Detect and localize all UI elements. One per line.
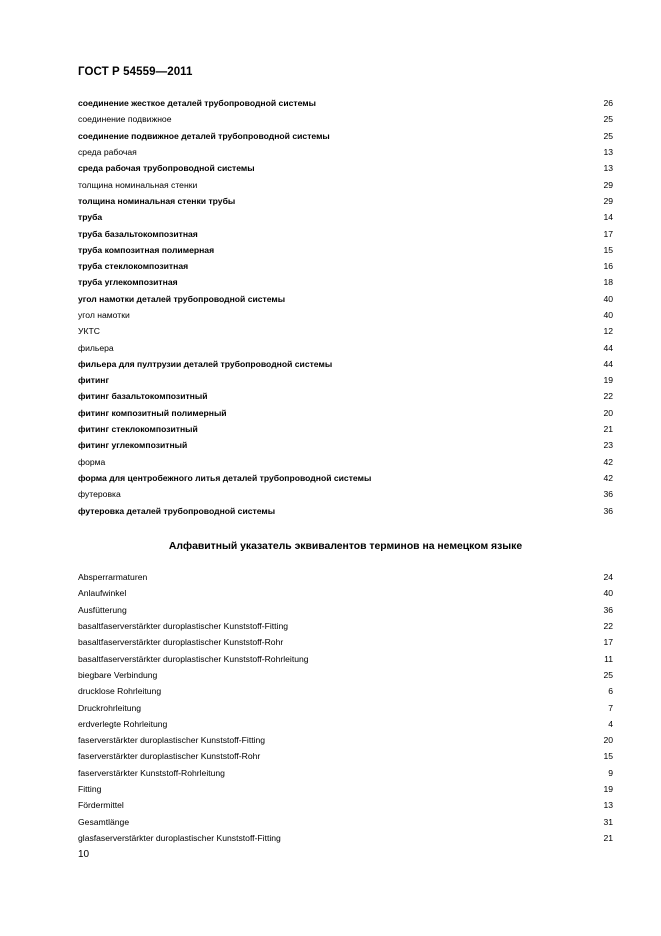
index-entry: [78, 716, 613, 732]
document-code: ГОСТ Р 54559—2011: [78, 66, 193, 78]
index-entry: [78, 176, 613, 192]
index-page-ref: 23: [603, 440, 613, 451]
index-term: basaltfaserverstärkter duroplastischer Kunststoff-Rohrleitung: [78, 653, 309, 664]
index-page-ref: 22: [603, 621, 613, 632]
index-page-ref: 40: [603, 310, 613, 320]
index-term: Gesamtlänge: [78, 816, 130, 827]
index-page-ref: 44: [603, 342, 613, 353]
index-term: толщина номинальная стенки трубы: [78, 195, 236, 206]
index-entry: [78, 128, 613, 144]
index-term: фильера: [78, 342, 114, 353]
index-page-ref: 13: [603, 163, 613, 174]
index-entry: [78, 258, 613, 274]
index-entry: [78, 405, 613, 421]
index-page-ref: 7: [608, 702, 613, 713]
index-page-ref: 13: [603, 147, 613, 158]
index-entry: [78, 797, 613, 813]
page-number: 10: [78, 849, 90, 860]
index-term: фитинг композитный полимерный: [78, 407, 227, 418]
index-term: форма: [78, 456, 106, 467]
index-entry: [78, 699, 613, 715]
index-entry: [78, 372, 613, 388]
index-term: фитинг базальтокомпозитный: [78, 391, 208, 402]
index-page-ref: 17: [603, 228, 613, 239]
index-term: Fördermittel: [78, 800, 124, 811]
index-entry: [78, 437, 613, 453]
index-page-ref: 25: [603, 130, 613, 141]
index-page-ref: 24: [603, 572, 613, 583]
index-page-ref: 25: [603, 114, 613, 125]
index-page-ref: 18: [603, 277, 613, 288]
index-page-ref: 11: [604, 653, 613, 664]
index-entry: [78, 813, 613, 829]
index-term: фитинг углекомпозитный: [78, 440, 188, 451]
index-entry: [78, 291, 613, 307]
index-term: труба стеклокомпозитная: [78, 261, 189, 272]
index-entry: [78, 650, 613, 666]
index-entry: [78, 274, 613, 290]
index-page-ref: 4: [608, 718, 613, 729]
index-entry: [78, 765, 613, 781]
index-entry: [78, 160, 613, 176]
index-term: glasfaserverstärkter duroplastischer Kunststoff-Fitting: [78, 832, 281, 843]
index-entry: [78, 569, 613, 585]
index-page-ref: 40: [603, 588, 613, 599]
index-entry: [78, 585, 613, 601]
index-term: соединение подвижное: [78, 114, 172, 125]
index-entry: [78, 602, 613, 618]
index-entry: [78, 748, 613, 764]
index-entry: [78, 388, 613, 404]
index-entry: [78, 144, 613, 160]
index-entry: [78, 781, 613, 797]
index-term: футеровка: [78, 489, 121, 500]
index-term: труба углекомпозитная: [78, 277, 178, 288]
index-entry: [78, 339, 613, 355]
index-entry: [78, 634, 613, 650]
index-page-ref: 16: [603, 261, 613, 272]
index-entry: [78, 225, 613, 241]
index-page-ref: 15: [603, 751, 613, 762]
index-page-ref: 9: [608, 767, 613, 778]
russian-term-index: [78, 95, 613, 519]
index-entry: [78, 209, 613, 225]
index-entry: [78, 667, 613, 683]
index-page-ref: 36: [603, 604, 613, 615]
index-page-ref: 20: [603, 735, 613, 746]
index-entry: [78, 111, 613, 127]
index-term: faserverstärkter duroplastischer Kunststoff-Rohr: [78, 751, 261, 762]
index-entry: [78, 732, 613, 748]
index-page-ref: 22: [603, 391, 613, 402]
index-entry: [78, 307, 613, 323]
index-page-ref: 29: [603, 179, 613, 190]
index-term: biegbare Verbindung: [78, 669, 158, 680]
index-page-ref: 12: [603, 326, 613, 337]
index-term: угол намотки: [78, 310, 130, 320]
index-entry: [78, 470, 613, 486]
index-term: basaltfaserverstärkter duroplastischer Kunststoff-Rohr: [78, 637, 284, 648]
index-entry: [78, 356, 613, 372]
index-page-ref: 42: [603, 456, 613, 467]
index-term: basaltfaserverstärkter duroplastischer Kunststoff-Fitting: [78, 621, 289, 632]
index-page-ref: 31: [603, 816, 613, 827]
index-entry: [78, 486, 613, 502]
index-entry: [78, 323, 613, 339]
index-entry: [78, 193, 613, 209]
index-page-ref: 42: [603, 472, 613, 483]
index-page-ref: 40: [603, 293, 613, 304]
index-entry: [78, 830, 613, 846]
index-page-ref: 26: [603, 98, 613, 109]
index-page-ref: 21: [603, 832, 613, 843]
index-term: Druckrohrleitung: [78, 702, 142, 713]
index-term: труба: [78, 212, 103, 223]
index-page-ref: 15: [603, 244, 613, 255]
german-term-index: [78, 569, 613, 846]
index-entry: [78, 502, 613, 518]
index-term: труба базальтокомпозитная: [78, 228, 198, 239]
index-page-ref: 36: [603, 489, 613, 500]
index-page-ref: 19: [603, 375, 613, 386]
index-term: фитинг: [78, 375, 110, 386]
index-entry: [78, 683, 613, 699]
index-term: Fitting: [78, 784, 102, 794]
index-entry: [78, 242, 613, 258]
index-entry: [78, 618, 613, 634]
index-page-ref: 19: [603, 784, 613, 794]
index-term: фитинг стеклокомпозитный: [78, 424, 198, 435]
index-page-ref: 36: [603, 505, 613, 516]
index-term: Absperrarmaturen: [78, 572, 148, 583]
index-page-ref: 14: [603, 212, 613, 223]
index-entry: [78, 95, 613, 111]
index-term: drucklose Rohrleitung: [78, 686, 162, 697]
index-term: среда рабочая: [78, 147, 137, 158]
index-term: соединение подвижное деталей трубопроводной системы: [78, 130, 330, 141]
index-page-ref: 6: [608, 686, 613, 697]
index-term: Anlaufwinkel: [78, 588, 127, 599]
index-page-ref: 29: [603, 195, 613, 206]
index-entry: [78, 454, 613, 470]
index-term: erdverlegte Rohrleitung: [78, 718, 168, 729]
index-term: толщина номинальная стенки: [78, 179, 198, 190]
index-term: труба композитная полимерная: [78, 244, 215, 255]
index-term: угол намотки деталей трубопроводной системы: [78, 293, 286, 304]
german-index-heading: Алфавитный указатель эквивалентов терминов на немецком языке: [168, 541, 523, 552]
index-term: УКТС: [78, 326, 100, 337]
index-term: faserverstärkter Kunststoff-Rohrleitung: [78, 767, 225, 778]
index-term: форма для центробежного литья деталей трубопроводной системы: [78, 472, 372, 483]
index-page-ref: 13: [603, 800, 613, 811]
index-page-ref: 20: [603, 407, 613, 418]
index-term: Ausfütterung: [78, 604, 127, 615]
index-term: соединение жесткое деталей трубопроводной системы: [78, 98, 316, 109]
index-term: футеровка деталей трубопроводной системы: [78, 505, 276, 516]
index-page-ref: 17: [603, 637, 613, 648]
index-page-ref: 44: [603, 358, 613, 369]
index-page-ref: 25: [603, 669, 613, 680]
index-page-ref: 21: [603, 424, 613, 435]
index-entry: [78, 421, 613, 437]
index-term: faserverstärkter duroplastischer Kunststoff-Fitting: [78, 735, 266, 746]
index-term: фильера для пултрузии деталей трубопроводной системы: [78, 358, 333, 369]
index-term: среда рабочая трубопроводной системы: [78, 163, 255, 174]
